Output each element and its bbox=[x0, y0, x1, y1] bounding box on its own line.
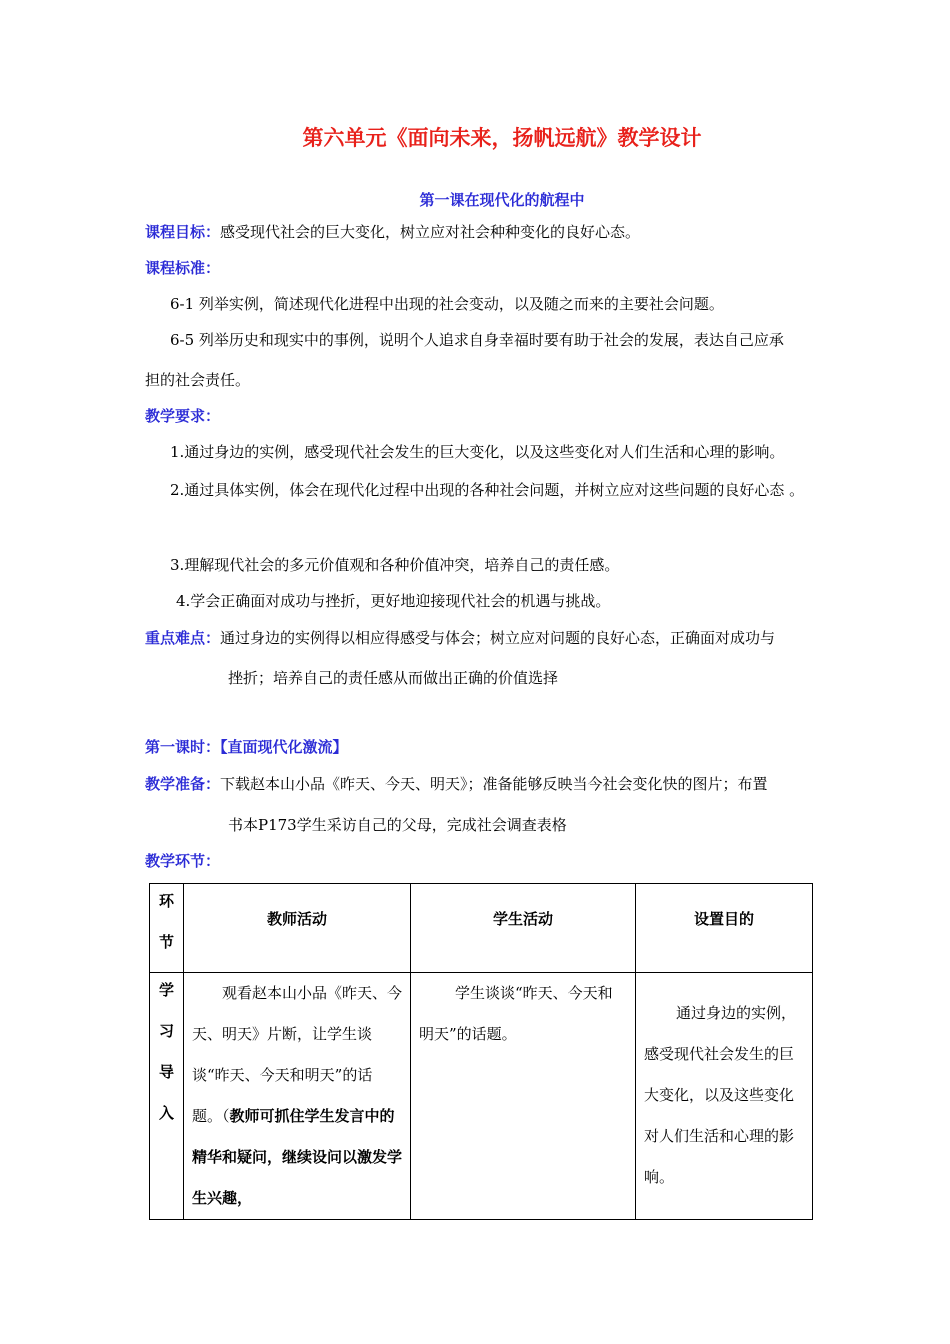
first-period-label: 第一课时： bbox=[145, 738, 221, 756]
course-standard-item-1: 6-1 列举实例，简述现代化进程中出现的社会变动，以及随之而来的主要社会问题。 bbox=[170, 295, 724, 313]
header-stage-char-1: 环 bbox=[158, 892, 174, 910]
teacher-activity-text bbox=[184, 973, 410, 1219]
course-goal-line bbox=[145, 222, 640, 242]
key-points-text-1: 通过身边的实例得以相应得感受与体会；树立应对问题的良好心态，正确面对成功与 bbox=[220, 629, 776, 647]
course-standard-item-2-line-1: 6-5 列举历史和现实中的事例，说明个人追求自身幸福时要有助于社会的发展，表达自己应承 bbox=[170, 331, 784, 349]
header-stage-char-2: 节 bbox=[158, 933, 174, 951]
header-purpose: 设置目的 bbox=[636, 884, 813, 973]
preparation-line-2: 书本P173学生采访自己的父母，完成社会调查表格 bbox=[228, 816, 567, 834]
requirement-item-2: 2.通过具体实例，体会在现代化过程中出现的各种社会问题，并树立应对这些问题的良好心态 。 bbox=[170, 481, 805, 499]
table-header-row bbox=[150, 884, 813, 973]
preparation-line-1 bbox=[145, 774, 768, 794]
preparation-text-1: 下载赵本山小品《昨天、今天、明天》；准备能够反映当今社会变化快的图片；布置 bbox=[220, 775, 768, 793]
row-stage-char-2: 习 bbox=[158, 1022, 174, 1040]
first-period-topic: 【直面现代化激流】 bbox=[220, 738, 348, 756]
teacher-activity-bold: 教师可抓住学生发言中的精华和疑问，继续设问以激发学生兴趣， bbox=[192, 1107, 403, 1207]
row-stage-char-4: 入 bbox=[158, 1104, 174, 1122]
document-title: 第六单元《面向未来，扬帆远航》教学设计 bbox=[302, 126, 702, 150]
course-standard-label: 课程标准： bbox=[145, 259, 221, 277]
header-student-activity: 学生活动 bbox=[411, 884, 636, 973]
steps-label: 教学环节： bbox=[145, 852, 221, 870]
key-points-label: 重点难点： bbox=[145, 629, 221, 647]
first-period-line bbox=[145, 737, 348, 757]
teacher-activity-plain: 观看赵本山小品《昨天、今天、明天》片断，让学生谈谈“昨天、今天和明天”的话题。（ bbox=[192, 984, 403, 1125]
key-points-line-1 bbox=[145, 628, 775, 648]
lesson-plan-table bbox=[149, 883, 813, 1220]
course-goal-text: 感受现代社会的巨大变化，树立应对社会种种变化的良好心态。 bbox=[220, 223, 641, 241]
row-purpose bbox=[636, 973, 813, 1220]
row-stage-char-1: 学 bbox=[158, 981, 174, 999]
course-goal-label: 课程目标： bbox=[145, 223, 221, 241]
teaching-requirements-label: 教学要求： bbox=[145, 407, 221, 425]
row-stage bbox=[150, 973, 184, 1220]
student-activity-text: 学生谈谈“昨天、今天和明天”的话题。 bbox=[419, 984, 613, 1043]
lesson-title: 第一课在现代化的航程中 bbox=[419, 191, 585, 209]
row-stage-char-3: 导 bbox=[158, 1063, 174, 1081]
header-teacher-activity: 教师活动 bbox=[184, 884, 411, 973]
row-teacher-activity bbox=[184, 973, 411, 1220]
key-points-line-2: 挫折；培养自己的责任感从而做出正确的价值选择 bbox=[228, 669, 559, 687]
requirement-item-4: 4.学会正确面对成功与挫折，更好地迎接现代社会的机遇与挑战。 bbox=[176, 592, 611, 610]
header-stage bbox=[150, 884, 184, 973]
purpose-text: 通过身边的实例，感受现代社会发生的巨大变化，以及这些变化对人们生活和心理的影响。 bbox=[644, 1004, 797, 1186]
row-student-activity bbox=[411, 973, 636, 1220]
preparation-label: 教学准备： bbox=[145, 775, 221, 793]
requirement-item-1: 1.通过身边的实例，感受现代社会发生的巨大变化，以及这些变化对人们生活和心理的影响。 bbox=[170, 443, 785, 461]
table-row bbox=[150, 973, 813, 1220]
requirement-item-3: 3.理解现代社会的多元价值观和各种价值冲突，培养自己的责任感。 bbox=[170, 556, 620, 574]
course-standard-item-2-line-2: 担的社会责任。 bbox=[145, 371, 251, 389]
